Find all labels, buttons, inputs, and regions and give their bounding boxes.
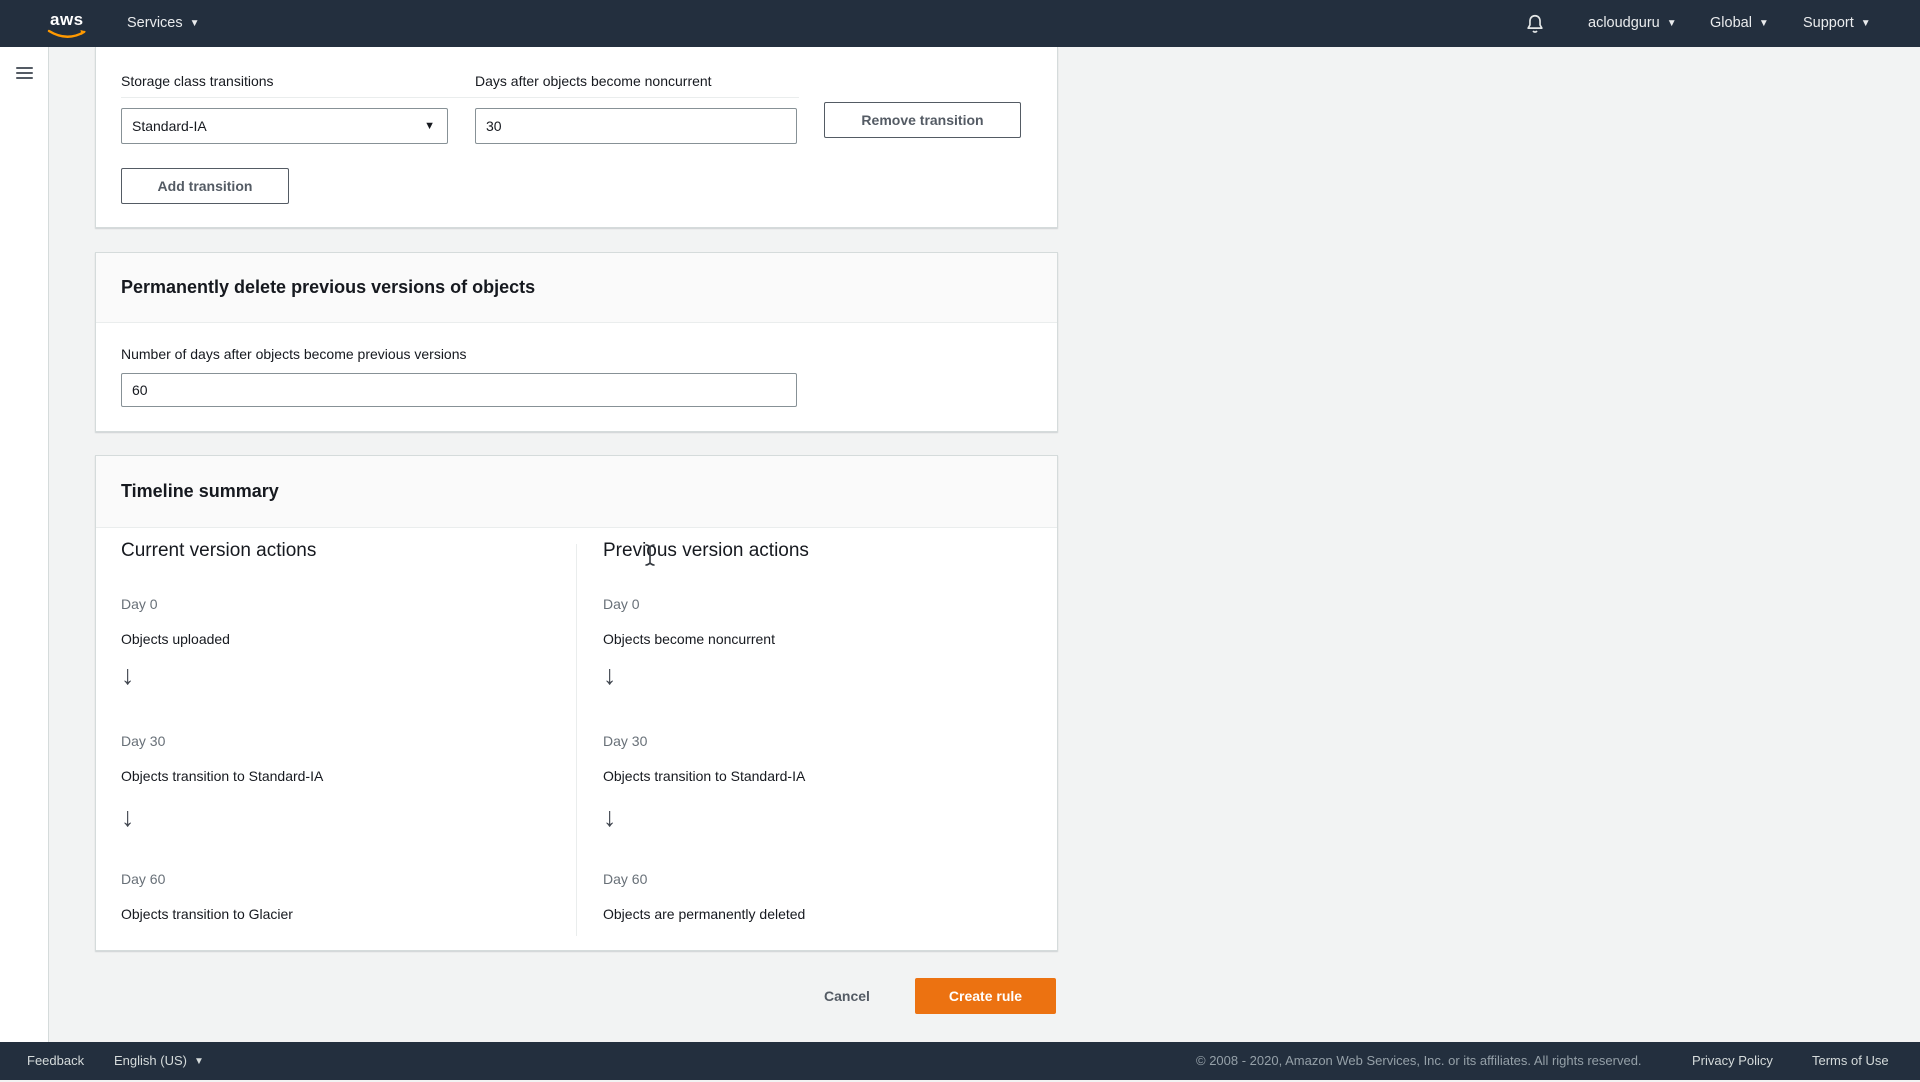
timeline-action: Objects are permanently deleted — [603, 906, 806, 922]
notifications-bell-icon[interactable] — [1524, 13, 1550, 35]
feedback-link[interactable]: Feedback — [27, 1053, 85, 1068]
privacy-policy-link[interactable]: Privacy Policy — [1692, 1053, 1773, 1068]
create-rule-button[interactable]: Create rule — [915, 978, 1056, 1014]
aws-logo-text: aws — [50, 10, 84, 29]
terms-of-use-link[interactable]: Terms of Use — [1812, 1053, 1889, 1068]
copyright-text: © 2008 - 2020, Amazon Web Services, Inc. or its affiliates. All rights reserved. — [1196, 1053, 1642, 1068]
timeline-action: Objects uploaded — [121, 631, 230, 647]
account-menu-label: acloudguru — [1588, 15, 1660, 31]
arrow-down-icon: ↓ — [121, 660, 135, 690]
chevron-down-icon: ▼ — [1860, 18, 1871, 29]
previous-version-actions-header: Previous version actions — [603, 540, 809, 561]
chevron-down-icon: ▼ — [1758, 18, 1769, 29]
current-version-actions-header: Current version actions — [121, 540, 317, 561]
select-caret-down-icon: ▼ — [424, 120, 435, 132]
remove-transition-button[interactable]: Remove transition — [824, 102, 1021, 138]
chevron-down-icon: ▼ — [1666, 18, 1677, 29]
card-header-band — [96, 456, 1057, 528]
storage-class-select[interactable] — [121, 108, 448, 144]
footer-bar — [0, 1042, 1920, 1080]
text-cursor-pointer — [644, 543, 656, 572]
timeline-day: Day 0 — [603, 596, 640, 612]
timeline-action: Objects become noncurrent — [603, 631, 775, 647]
support-menu-label: Support — [1803, 15, 1854, 31]
days-noncurrent-label: Days after objects become noncurrent — [475, 73, 712, 89]
services-menu[interactable] — [127, 0, 200, 47]
timeline-action: Objects transition to Glacier — [121, 906, 293, 922]
timeline-summary-title: Timeline summary — [121, 481, 279, 501]
aws-logo-smile-icon — [46, 29, 88, 41]
add-transition-button[interactable]: Add transition — [121, 168, 289, 204]
permanently-delete-card — [95, 252, 1058, 432]
arrow-down-icon: ↓ — [603, 660, 617, 690]
arrow-down-icon: ↓ — [121, 802, 135, 832]
storage-class-transitions-card — [95, 47, 1058, 228]
language-label: English (US) — [114, 1053, 187, 1068]
timeline-day: Day 60 — [121, 871, 166, 887]
hamburger-menu-icon[interactable] — [16, 67, 33, 80]
days-noncurrent-input[interactable] — [475, 108, 797, 144]
language-selector[interactable] — [114, 1042, 204, 1080]
storage-class-transitions-label: Storage class transitions — [121, 73, 274, 89]
chevron-down-icon: ▼ — [193, 1056, 204, 1067]
column-divider — [576, 544, 577, 936]
days-previous-versions-label: Number of days after objects become previous versions — [121, 346, 467, 362]
timeline-day: Day 60 — [603, 871, 648, 887]
days-previous-versions-input[interactable] — [121, 373, 797, 407]
timeline-day: Day 0 — [121, 596, 158, 612]
timeline-day: Day 30 — [121, 733, 166, 749]
account-menu[interactable] — [1588, 0, 1677, 47]
timeline-action: Objects transition to Standard-IA — [121, 768, 324, 784]
region-menu[interactable] — [1710, 0, 1769, 47]
card-header-band — [96, 253, 1057, 323]
timeline-action: Objects transition to Standard-IA — [603, 768, 806, 784]
timeline-summary-card — [95, 455, 1058, 951]
permanently-delete-title: Permanently delete previous versions of objects — [121, 277, 536, 297]
arrow-down-icon: ↓ — [603, 802, 617, 832]
collapsed-side-navigation — [0, 47, 49, 1042]
support-menu[interactable] — [1803, 0, 1871, 47]
cancel-button[interactable]: Cancel — [806, 978, 888, 1014]
aws-logo[interactable] — [46, 8, 88, 40]
header-row-divider — [121, 97, 799, 98]
chevron-down-icon: ▼ — [189, 18, 200, 29]
storage-class-selected-value: Standard-IA — [132, 118, 207, 134]
top-navigation-bar — [0, 0, 1920, 47]
region-menu-label: Global — [1710, 15, 1752, 31]
timeline-day: Day 30 — [603, 733, 648, 749]
services-menu-label: Services — [127, 15, 183, 31]
